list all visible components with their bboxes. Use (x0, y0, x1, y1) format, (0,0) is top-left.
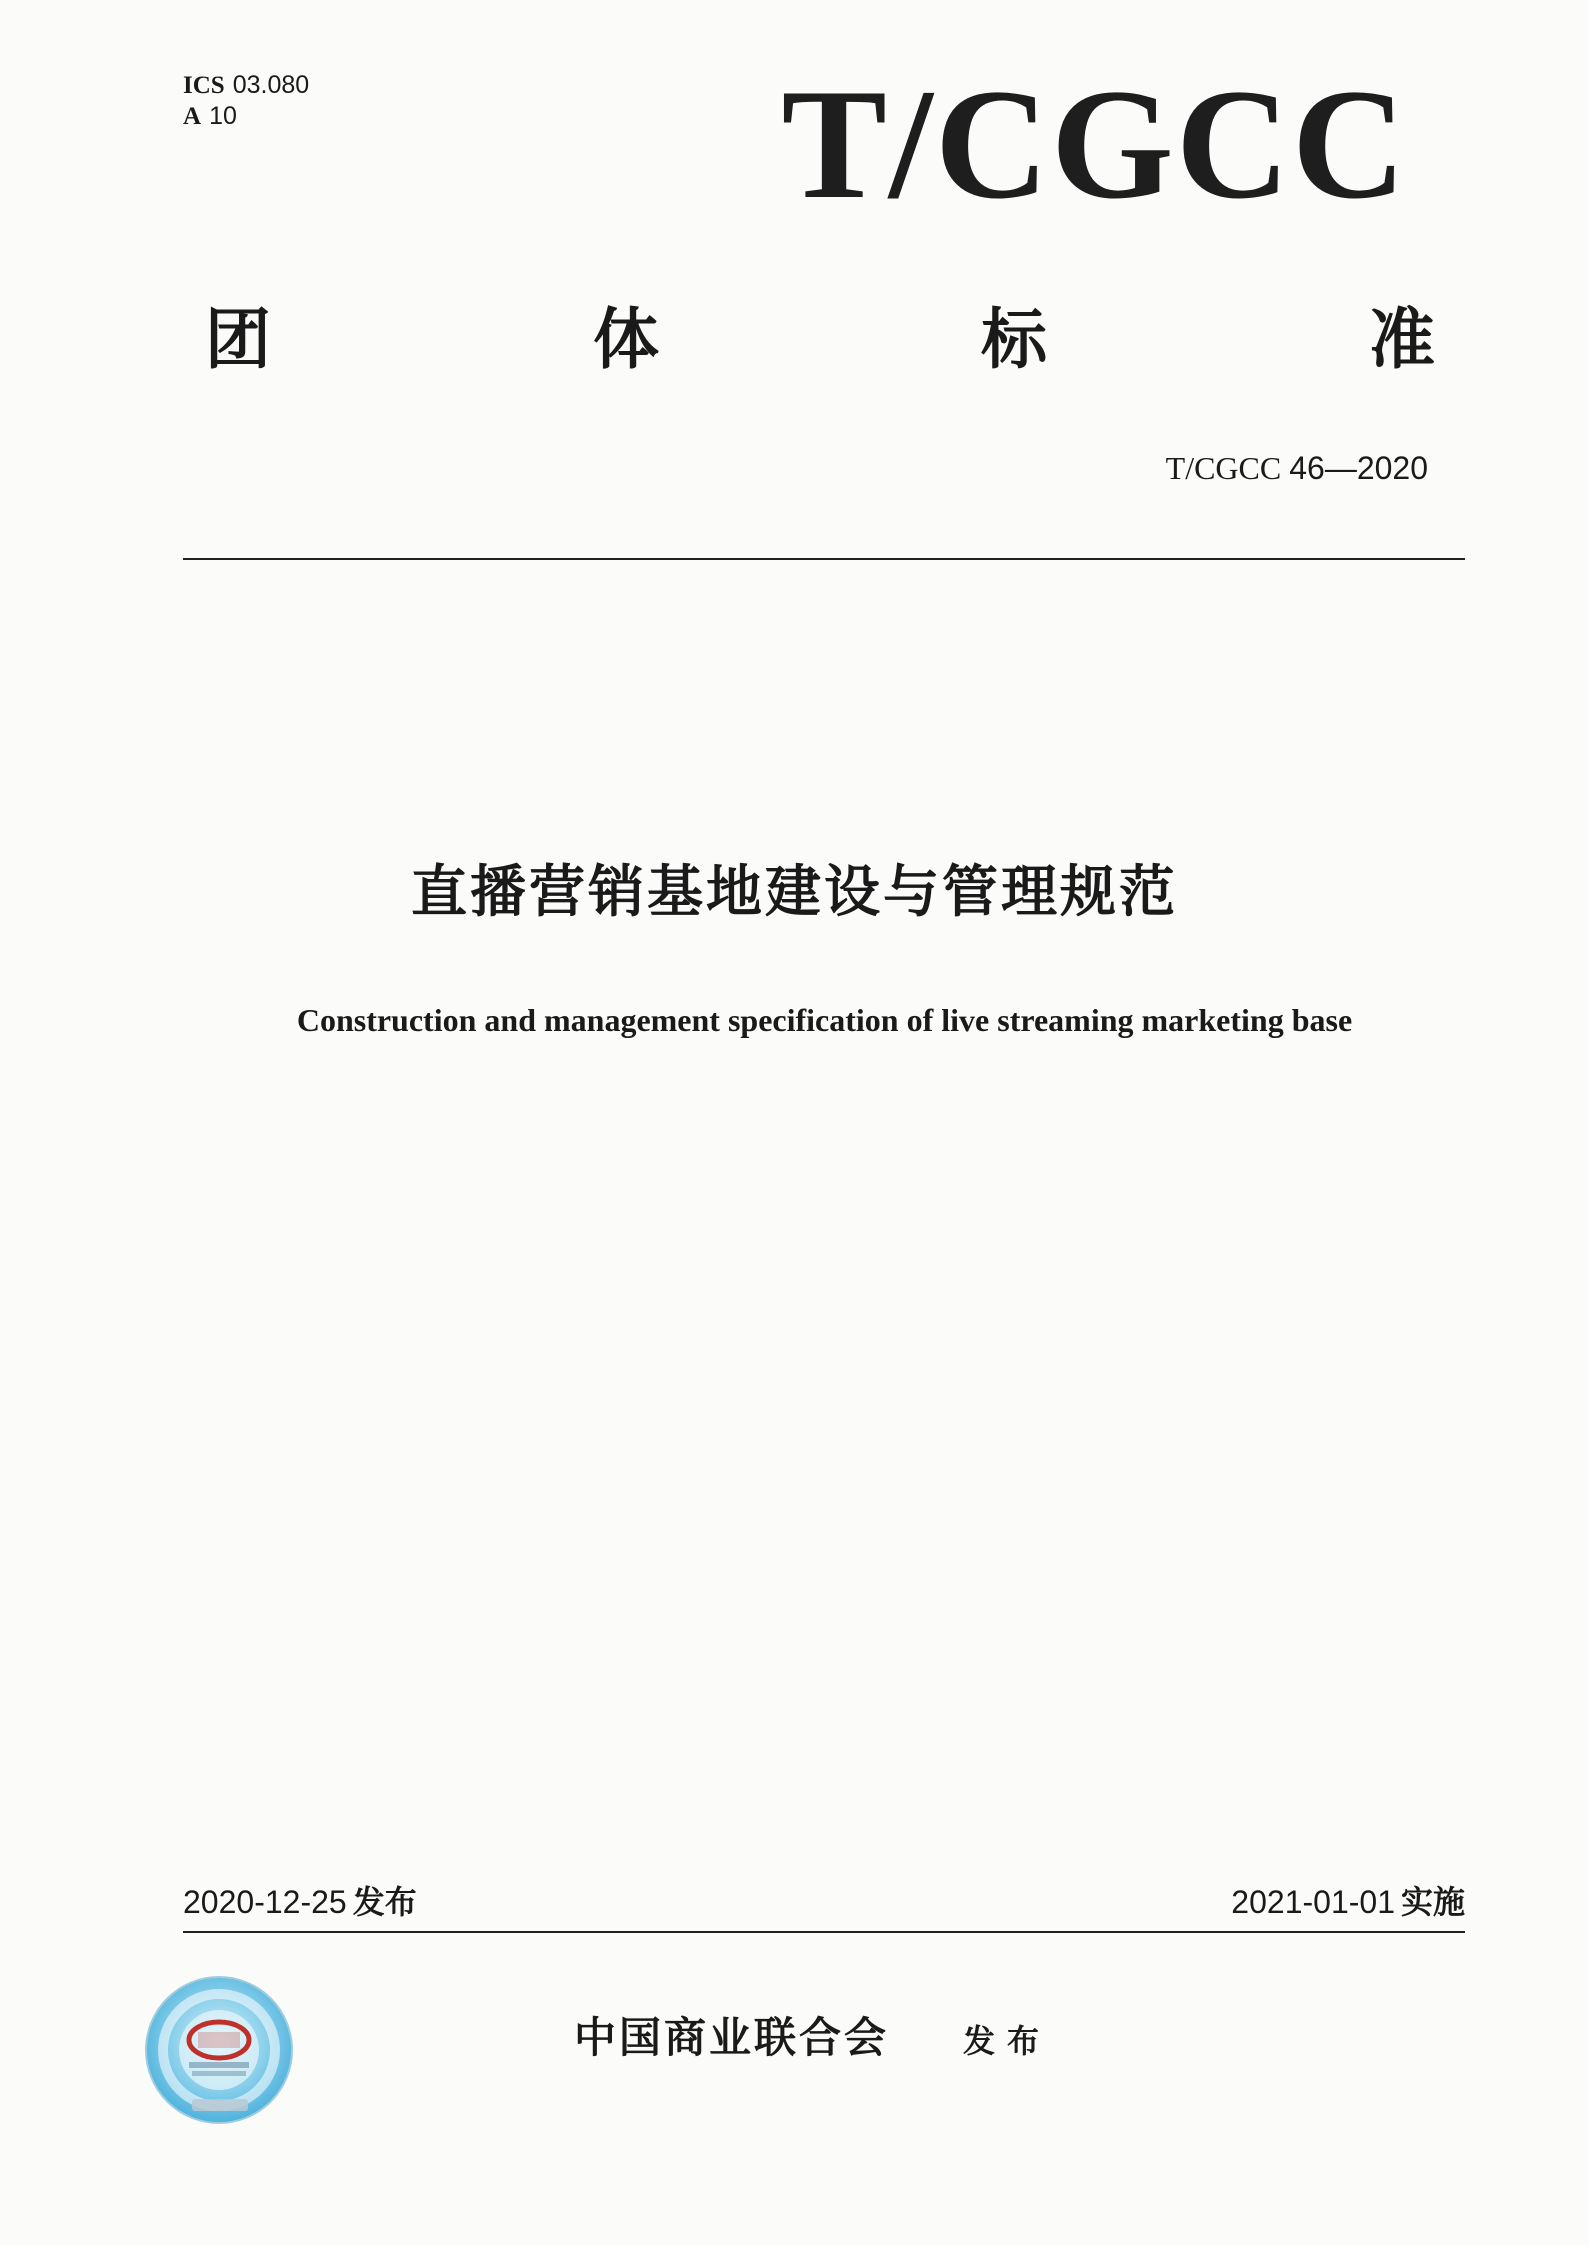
document-title-cn: 直播营销基地建设与管理规范 (411, 860, 1178, 925)
ics-code (183, 70, 309, 101)
issue-date (183, 1882, 417, 1922)
ccs-code (183, 101, 309, 132)
standard-number (1166, 448, 1428, 488)
standard-type-char: 团 (205, 301, 271, 378)
implementation-date-value: 2021-01-01 (1231, 1884, 1395, 1920)
bottom-divider (183, 1931, 1465, 1933)
hologram-seal-graphic (140, 1974, 298, 2126)
issue-date-label: 发布 (352, 1883, 417, 1921)
standard-type-heading (205, 300, 1435, 380)
implementation-date (1231, 1882, 1465, 1922)
publisher (574, 2010, 1051, 2069)
standard-type-char: 准 (1369, 301, 1435, 378)
top-divider (183, 558, 1465, 560)
standard-type-char: 体 (593, 301, 659, 378)
ccs-label: A (183, 103, 202, 130)
standard-logo: T/CGCC (781, 57, 1408, 232)
classification-codes (183, 70, 309, 132)
publisher-name: 中国商业联合会 (574, 2013, 890, 2062)
standard-number-prefix: T/CGCC (1165, 450, 1282, 486)
standard-number-value: 46—2020 (1289, 450, 1428, 486)
hologram-seal-icon (140, 1974, 298, 2126)
standard-type-char: 标 (981, 301, 1047, 378)
document-title-en: Construction and management specification of live streaming marketing base (296, 1002, 1353, 1038)
ccs-value: 10 (209, 102, 237, 130)
publisher-action: 发布 (963, 2022, 1052, 2060)
ics-label: ICS (183, 72, 225, 99)
issue-date-value: 2020-12-25 (183, 1884, 347, 1920)
implementation-date-label: 实施 (1400, 1883, 1465, 1921)
ics-value: 03.080 (232, 71, 310, 99)
